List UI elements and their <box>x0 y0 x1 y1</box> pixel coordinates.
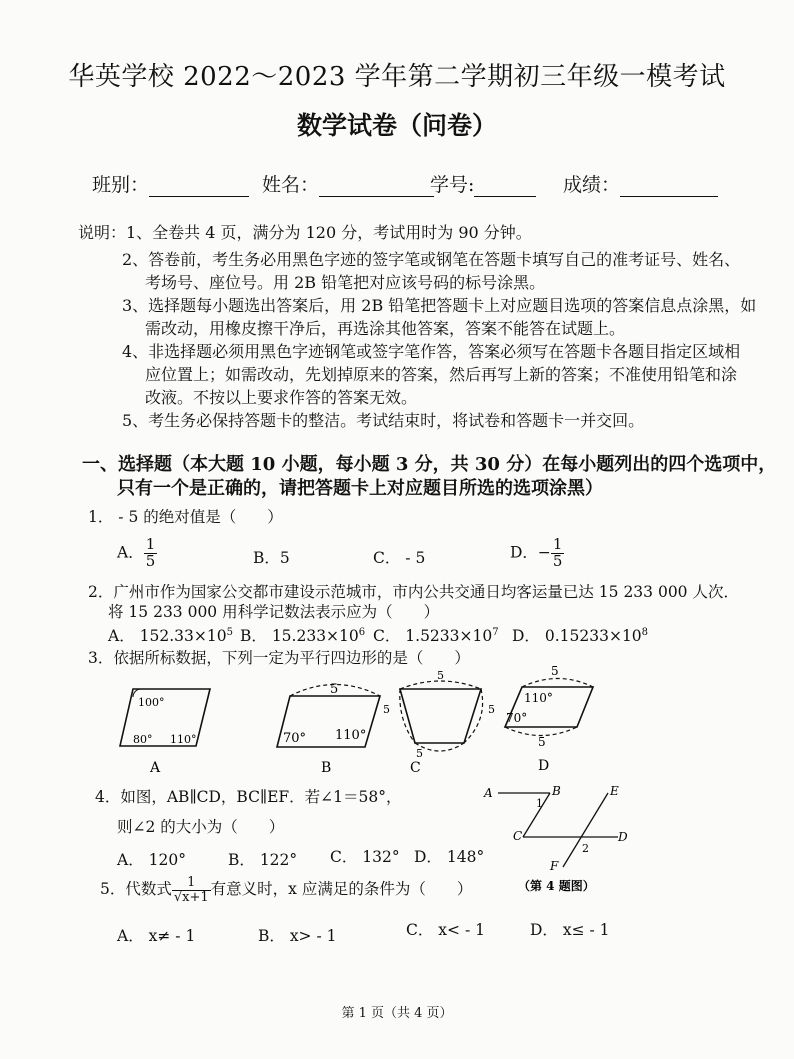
q3-d-top: 5 <box>551 665 559 678</box>
id-label: 学号: <box>430 174 475 196</box>
q5-option-c: C． x< - 1 <box>406 921 485 939</box>
q3-c-side-1: 5 <box>437 669 444 682</box>
q1-a-num: 1 <box>145 535 156 553</box>
q1-d-fraction <box>551 537 565 570</box>
id-blank <box>474 178 536 197</box>
q1-stem: 1． - 5 的绝对值是（ ） <box>88 508 283 526</box>
q4-option-d: D． 148° <box>414 848 485 866</box>
q3-b-label: B <box>321 760 332 776</box>
q4-stem-1: 4．如图，AB∥CD，BC∥EF．若∠1＝58°， <box>95 788 402 806</box>
q3-c-side-3: 5 <box>488 703 495 716</box>
q2-stem-1: 2．广州市作为国家公交都市建设示范城市，市内公共交通日均客运量已达 15 233 000 人次． <box>88 583 739 601</box>
q3-c-side-2: 5 <box>383 703 390 716</box>
score-label: 成绩： <box>563 174 621 196</box>
q5-option-d: D． x≤ - 1 <box>530 921 610 939</box>
q3-d-angle-1: 110° <box>524 691 553 705</box>
q2-stem-2: 将 15 233 000 用科学记数法表示应为（ ） <box>108 603 440 621</box>
q5-stem <box>100 876 472 904</box>
q2-a-text: A． 152.33×10 <box>108 627 227 645</box>
note-4b: 应位置上；如需改动，先划掉原来的答案，然后再写上新的答案；不准使用铅笔和涂 <box>145 365 738 384</box>
q1-option-a <box>117 537 157 570</box>
q3-figure-c <box>383 669 495 776</box>
q4-figure <box>478 780 638 895</box>
note-2a: 2、答卷前，考生务必用黑色字迹的签字笔或钢笔在答题卡填写自己的准考证号、姓名、 <box>122 250 741 269</box>
q3-a-label: A <box>150 760 161 776</box>
q3-a-angle-3: 110° <box>170 733 197 746</box>
q5-suffix: 有意义时，x 应满足的条件为（ ） <box>210 880 473 899</box>
q2-a-exp: 5 <box>226 626 233 638</box>
q2-d-exp: 8 <box>641 626 649 638</box>
paper-subtitle: 数学试卷（问卷） <box>296 111 497 140</box>
class-field <box>92 170 249 197</box>
q2-option-d <box>512 624 648 646</box>
q2-b-exp: 6 <box>358 626 366 638</box>
q1-a-den: 5 <box>145 551 156 570</box>
q1-option-c: C． - 5 <box>373 549 426 567</box>
name-blank <box>319 178 434 197</box>
q1-d-den: 5 <box>552 551 563 570</box>
q4-point-f: F <box>550 859 559 873</box>
note-5: 5、考生务必保持答题卡的整洁。考试结束时，将试卷和答题卡一并交回。 <box>122 411 645 430</box>
q2-c-exp: 7 <box>492 626 499 638</box>
q3-figure-b <box>277 682 380 776</box>
q4-option-b: B． 122° <box>228 851 298 869</box>
q4-point-a: A <box>484 786 493 800</box>
q3-figure-d <box>505 665 593 774</box>
q1-d-num: 1 <box>552 535 563 553</box>
q5-fraction <box>172 876 211 904</box>
q4-point-d: D <box>618 830 628 844</box>
section1-heading-2: 只有一个是正确的，请把答题卡上对应题目所选的选项涂黑） <box>117 478 603 499</box>
q5-option-b: B． x> - 1 <box>258 927 337 945</box>
exam-title: 华英学校 2022～2023 学年第二学期初三年级一模考试 <box>68 62 726 92</box>
q4-option-a: A． 120° <box>117 851 186 869</box>
q4-point-b: B <box>552 784 561 798</box>
q2-option-a <box>108 624 233 646</box>
q3-a-angle-1: 100° <box>138 696 165 709</box>
q3-c-side-4: 5 <box>416 747 423 760</box>
q1-option-b: B．5 <box>253 549 290 567</box>
q4-stem-2: 则∠2 的大小为（ ） <box>117 818 285 836</box>
note-3a: 3、选择题每小题选出答案后，用 2B 铅笔把答题卡上对应题目选项的答案信息点涂黑，如 <box>122 296 757 315</box>
name-field <box>262 170 434 197</box>
q5-num: 1 <box>172 876 211 891</box>
q2-option-b <box>240 624 365 646</box>
q3-b-angle-2: 110° <box>335 728 367 743</box>
note-2b: 考场号、座位号。用 2B 铅笔把对应该号码的标号涂黑。 <box>145 273 546 292</box>
q3-d-angle-2: 70° <box>506 711 528 725</box>
q3-d-label: D <box>538 758 550 774</box>
section1-heading: 一、选择题（本大题 10 小题，每小题 3 分，共 30 分）在每小题列出的四个选项中， <box>82 454 777 475</box>
q1-d-prefix: D．− <box>510 543 551 562</box>
q5-den: √x+1 <box>173 889 209 905</box>
q4-angle-1: 1 <box>536 797 543 810</box>
q2-d-text: D． 0.15233×10 <box>512 627 642 645</box>
note-4a: 4、非选择题必须用黑色字迹钢笔或签字笔作答，答案必须写在答题卡各题目指定区域相 <box>122 342 741 361</box>
q3-figures <box>100 665 720 780</box>
q5-prefix: 5．代数式 <box>100 880 172 899</box>
q4-point-e: E <box>610 784 619 798</box>
q4-figure-caption: （第 4 题图） <box>518 879 595 893</box>
q3-figure-a <box>120 689 210 776</box>
q5-option-a: A． x≠ - 1 <box>117 927 196 945</box>
name-label: 姓名： <box>262 174 320 196</box>
q1-option-d <box>510 537 564 570</box>
q1-a-prefix: A． <box>117 543 144 562</box>
q3-b-top: 5 <box>330 682 339 697</box>
note-4c: 改液。不按以上要求作答的答案无效。 <box>145 388 418 407</box>
q2-b-text: B． 15.233×10 <box>240 627 359 645</box>
q4-option-c: C． 132° <box>330 848 400 866</box>
q3-b-angle-1: 70° <box>283 731 307 746</box>
student-id-field <box>430 170 536 197</box>
score-field <box>563 170 718 197</box>
q3-a-angle-2: 80° <box>133 733 153 746</box>
q2-c-text: C． 1.5233×10 <box>373 627 493 645</box>
class-blank <box>149 178 249 197</box>
q3-stem: 3．依据所标数据，下列一定为平行四边形的是（ ） <box>88 649 470 667</box>
q4-angle-2: 2 <box>582 842 589 855</box>
q2-option-c <box>373 624 499 646</box>
q1-a-fraction <box>144 537 158 570</box>
note-3b: 需改动，用橡皮擦干净后，再选涂其他答案，答案不能答在试题上。 <box>145 319 626 338</box>
q4-point-c: C <box>513 829 523 843</box>
class-label: 班别： <box>92 174 150 196</box>
q3-c-label: C <box>410 760 421 776</box>
score-blank <box>620 178 718 197</box>
page-footer: 第 1 页（共 4 页） <box>341 1006 453 1021</box>
note-1: 说明：1、全卷共 4 页，满分为 120 分，考试用时为 90 分钟。 <box>78 223 532 242</box>
q3-d-bottom: 5 <box>538 735 546 749</box>
